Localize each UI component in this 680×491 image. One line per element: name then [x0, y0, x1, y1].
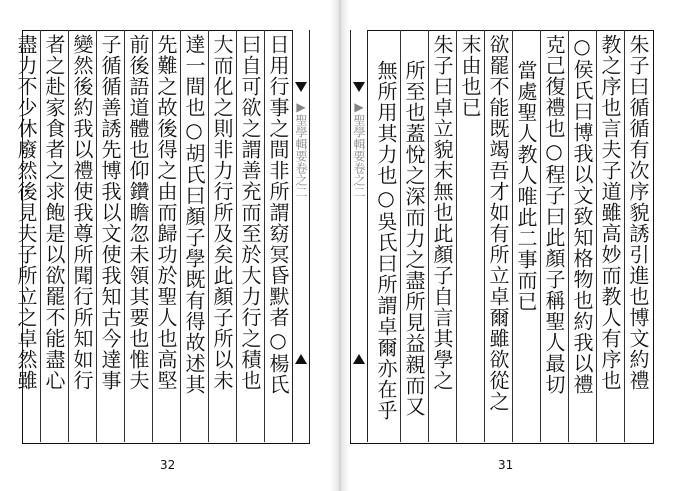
fish-tail-mark-icon: [353, 82, 365, 92]
text-column-5: 先難之故後得之由而歸功於聖人也高堅: [154, 34, 178, 391]
page-number: 32: [160, 458, 176, 472]
left-page: [0, 0, 330, 491]
text-column-1: 日用行事之間非所謂窈冥昏默者○楊氏: [266, 34, 290, 395]
text-column-2: 曰自可欲之謂善充而至於大力行之積也: [238, 34, 262, 391]
fish-tail-mark-icon: [295, 354, 307, 364]
text-column-8: 變然後約我以禮使我尊所聞行所知如行: [70, 34, 94, 391]
text-column-10: 無所用其力也○吳氏曰所謂卓爾亦在乎: [374, 60, 398, 421]
text-column-2: 教之序也言夫子道雖高妙而教人有序也: [598, 34, 622, 391]
right-header-label: ▶聖學輯要卷之二: [352, 100, 366, 198]
right-page-margin-strip: [350, 30, 368, 442]
text-column-1: 朱子曰循循有次序貌誘引進也博文約禮: [626, 34, 650, 391]
text-column-6: 欲罷不能既竭吾才如有所立卓爾雖欲從之: [486, 34, 510, 412]
text-column-3: ○侯氏曰博我以文致知格物也約我以禮: [570, 34, 594, 395]
text-column-4: 克己復禮也○程子曰此顏子稱聖人最切: [542, 34, 566, 395]
left-header-label: ▶聖學輯要卷之二: [294, 100, 308, 198]
fish-tail-mark-icon: [295, 82, 307, 92]
page-number: 31: [498, 458, 514, 472]
text-column-8: 朱子曰卓立貌末無也此顏子自言其學之: [430, 34, 454, 391]
text-column-3: 大而化之則非力行所及矣此顏子所以未: [210, 34, 234, 391]
book-gutter: [330, 0, 350, 491]
text-column-9: 所至也蓋悅之深而力之盡所見益親而又: [402, 60, 426, 417]
text-column-5: 當處聖人教人唯此二事而已: [514, 60, 538, 312]
text-column-9: 者之赴家食者之求飽是以欲罷不能盡心: [42, 34, 66, 391]
text-column-10: 盡力不少休廢然後見夫子所立之卓然雖: [14, 34, 38, 391]
left-page-margin-strip: [292, 30, 310, 442]
text-column-7: 子循循善誘先博我以文使我知古今達事: [98, 34, 122, 391]
text-column-6: 前後語道體也仰鑽瞻忽未領其要也惟夫: [126, 34, 150, 391]
fish-tail-mark-icon: [353, 354, 365, 364]
right-page: [350, 0, 680, 491]
text-column-4: 達一間也○胡氏曰顏子學既有得故述其: [182, 34, 206, 395]
text-column-7: 末由也已: [458, 34, 482, 118]
